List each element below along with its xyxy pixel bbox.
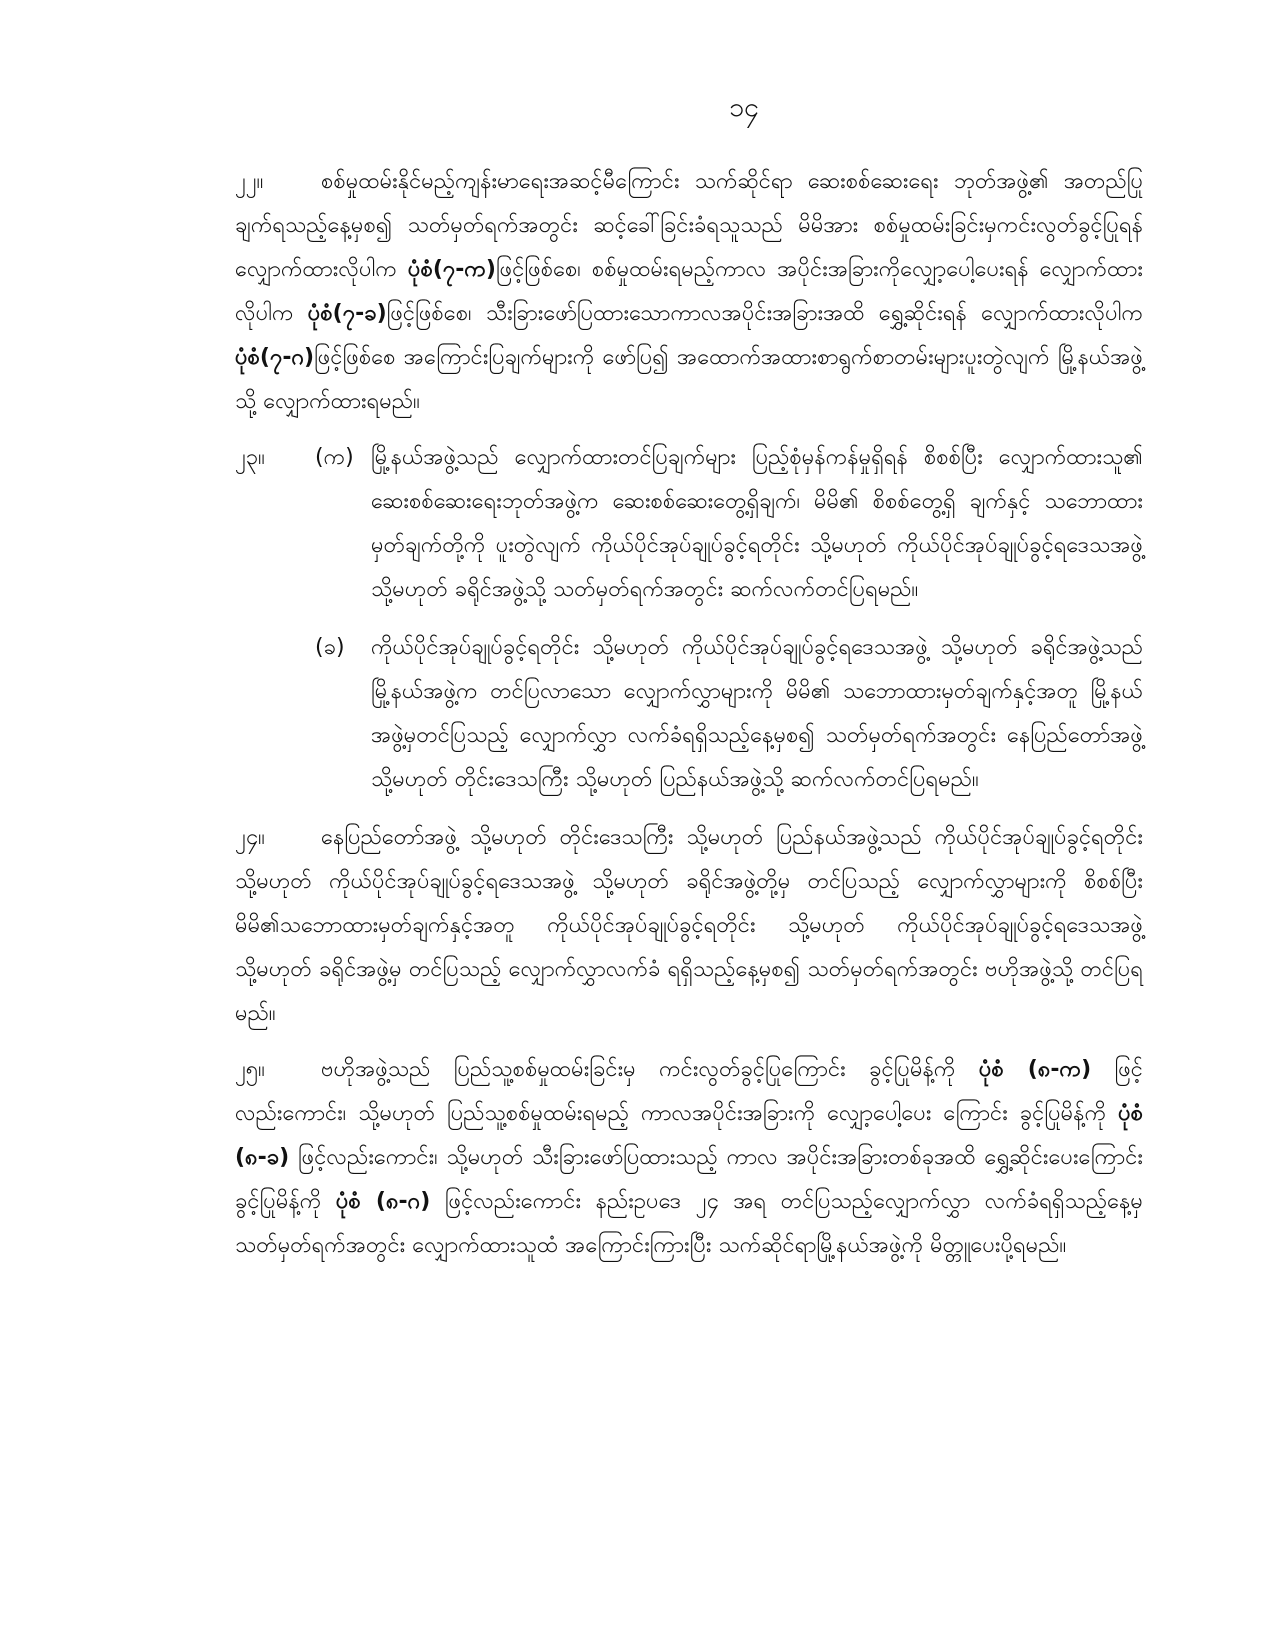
section-25-text bbox=[235, 1057, 1143, 1258]
section-22-text-4: ဖြင့်ဖြစ်စေ အကြောင်းပြချက်များကို ဖော်ပြ၍ အထောက်အထားစာရွက်စာတမ်းများပူးတွဲလျက် မြို့နယ်အဖွဲ့သို့ လျှောက်ထားရမည်။ bbox=[235, 345, 1143, 414]
section-22-text bbox=[235, 169, 1143, 414]
section-22-text-2: ဖြင့်ဖြစ်စေ၊ စစ်မှုထမ်းရမည့်ကာလ အပိုင်းအခြားကိုလျှော့ပေါ့ပေးရန် လျှောက်ထားလိုပါက bbox=[235, 257, 1143, 326]
section-22-text-3: ဖြင့်ဖြစ်စေ၊ သီးခြားဖော်ပြထားသောကာလအပိုင်းအခြားအထိ ရွှေ့ဆိုင်းရန် လျှောက်ထားလိုပါက bbox=[386, 301, 1144, 326]
section-25-number: ၂၅။ bbox=[235, 1057, 265, 1082]
sub-b-label: (ခ) bbox=[315, 635, 345, 660]
section-25-text-4: ဖြင့်လည်းကောင်း နည်းဥပဒေ ၂၄ အရ တင်ပြသည့်လျှောက်လွှာ လက်ခံရရှိသည့်နေ့မှ သတ်မှတ်ရက်အတွင်း လျှောက်ထားသူထံ အကြောင်းကြားပြီး သက်ဆိုင်ရာမြို့နယ်အဖွဲ့ကို မိတ္တူပေးပို့ရမည်။ bbox=[235, 1189, 1144, 1258]
form-8c-ref: ပုံစံ (၈-ဂ) bbox=[335, 1189, 431, 1214]
page-number: ၁၄ bbox=[728, 92, 760, 123]
section-23-sub-b bbox=[315, 626, 1143, 802]
section-24-text: နေပြည်တော်အဖွဲ့ သို့မဟုတ် တိုင်းဒေသကြီး သို့မဟုတ် ပြည်နယ်အဖွဲ့သည် ကိုယ်ပိုင်အုပ်ချုပ်ခွင့်ရတိုင်း သို့မဟုတ် ကိုယ်ပိုင်အုပ်ချုပ်ခွင့်ရဒေသအဖွဲ့ သို့မဟုတ် ခရိုင်အဖွဲ့တို့မှ တင်ပြသည့် လျှောက်လွှာများကို စိစစ်ပြီး မိမိ၏သဘောထားမှတ်ချက်နှင့်အတူ ကိုယ်ပိုင်အုပ်ချုပ်ခွင့်ရတိုင်း သို့မဟုတ် ကိုယ်ပိုင်အုပ်ချုပ်ခွင့်ရဒေသအဖွဲ့ သို့မဟုတ် ခရိုင်အဖွဲ့မှ တင်ပြသည့် လျှောက်လွှာလက်ခံ ရရှိသည့်နေ့မှစ၍ သတ်မှတ်ရက်အတွင်း ဗဟိုအဖွဲ့သို့ တင်ပြရမည်။ bbox=[235, 825, 1143, 1026]
section-25-text-2: ဖြင့်လည်းကောင်း၊ သို့မဟုတ် ပြည်သူ့စစ်မှုထမ်းရမည့် ကာလအပိုင်းအခြားကို လျှော့ပေါ့ပေး ကြောင်း ခွင့်ပြုမိန့်ကို bbox=[235, 1057, 1143, 1126]
section-25 bbox=[235, 1048, 1143, 1268]
section-24-number: ၂၄။ bbox=[235, 825, 265, 850]
form-8b-ref: ပုံစံ (၈-ခ) bbox=[235, 1101, 1143, 1170]
section-23-sub-a bbox=[315, 436, 1143, 612]
section-25-text-3: ဖြင့်လည်းကောင်း၊ သို့မဟုတ် သီးခြားဖော်ပြထားသည့် ကာလ အပိုင်းအခြားတစ်ခုအထိ ရွှေ့ဆိုင်းပေးကြောင်းခွင့်ပြုမိန့်ကို bbox=[235, 1145, 1143, 1214]
sub-b-text: ကိုယ်ပိုင်အုပ်ချုပ်ခွင့်ရတိုင်း သို့မဟုတ် ကိုယ်ပိုင်အုပ်ချုပ်ခွင့်ရဒေသအဖွဲ့ သို့မဟုတ် ခရိုင်အဖွဲ့သည် မြို့နယ်အဖွဲ့က တင်ပြလာသော လျှောက်လွှာများကို မိမိ၏ သဘောထားမှတ်ချက်နှင့်အတူ မြို့နယ်အဖွဲ့မှတင်ပြသည့် လျှောက်လွှာ လက်ခံရရှိသည့်နေ့မှစ၍ သတ်မှတ်ရက်အတွင်း နေပြည်တော်အဖွဲ့ သို့မဟုတ် တိုင်းဒေသကြီး သို့မဟုတ် ပြည်နယ်အဖွဲ့သို့ ဆက်လက်တင်ပြရမည်။ bbox=[371, 635, 1143, 792]
section-22 bbox=[235, 160, 1143, 424]
sub-a-label: (က) bbox=[315, 445, 354, 470]
section-22-number: ၂၂။ bbox=[235, 169, 264, 194]
form-7a-ref: ပုံစံ(၇-က) bbox=[407, 257, 496, 282]
section-24 bbox=[235, 816, 1143, 1036]
form-7b-ref: ပုံစံ(၇-ခ) bbox=[307, 301, 387, 326]
form-8a-ref: ပုံစံ (၈-က) bbox=[978, 1057, 1092, 1082]
section-25-text-1: ဗဟိုအဖွဲ့သည် ပြည်သူ့စစ်မှုထမ်းခြင်းမှ ကင်းလွတ်ခွင့်ပြုကြောင်း ခွင့်ပြုမိန့်ကို bbox=[321, 1057, 979, 1082]
section-23-number: ၂၃။ bbox=[235, 445, 265, 470]
sub-a-text: မြို့နယ်အဖွဲ့သည် လျှောက်ထားတင်ပြချက်များ ပြည့်စုံမှန်ကန်မှုရှိရန် စိစစ်ပြီး လျှောက်ထားသူ၏ ဆေးစစ်ဆေးရေးဘုတ်အဖွဲ့က ဆေးစစ်ဆေးတွေ့ရှိချက်၊ မိမိ၏ စိစစ်တွေ့ရှိ ချက်နှင့် သဘောထားမှတ်ချက်တို့ကို ပူးတွဲလျက် ကိုယ်ပိုင်အုပ်ချုပ်ခွင့်ရတိုင်း သို့မဟုတ် ကိုယ်ပိုင်အုပ်ချုပ်ခွင့်ရဒေသအဖွဲ့ သို့မဟုတ် ခရိုင်အဖွဲ့သို့ သတ်မှတ်ရက်အတွင်း ဆက်လက်တင်ပြရမည်။ bbox=[371, 445, 1143, 602]
section-22-text-1: စစ်မှုထမ်းနိုင်မည့်ကျန်းမာရေးအဆင့်မီကြောင်း သက်ဆိုင်ရာ ဆေးစစ်ဆေးရေး ဘုတ်အဖွဲ့၏ အတည်ပြုချက်ရသည့်နေ့မှစ၍ သတ်မှတ်ရက်အတွင်း ဆင့်ခေါ်ခြင်းခံရသူသည် မိမိအား စစ်မှုထမ်းခြင်းမှကင်းလွတ်ခွင့်ပြုရန် လျှောက်ထားလိုပါက bbox=[235, 169, 1143, 282]
form-7c-ref: ပုံစံ(၇-ဂ) bbox=[235, 345, 315, 370]
section-23 bbox=[235, 436, 1143, 802]
